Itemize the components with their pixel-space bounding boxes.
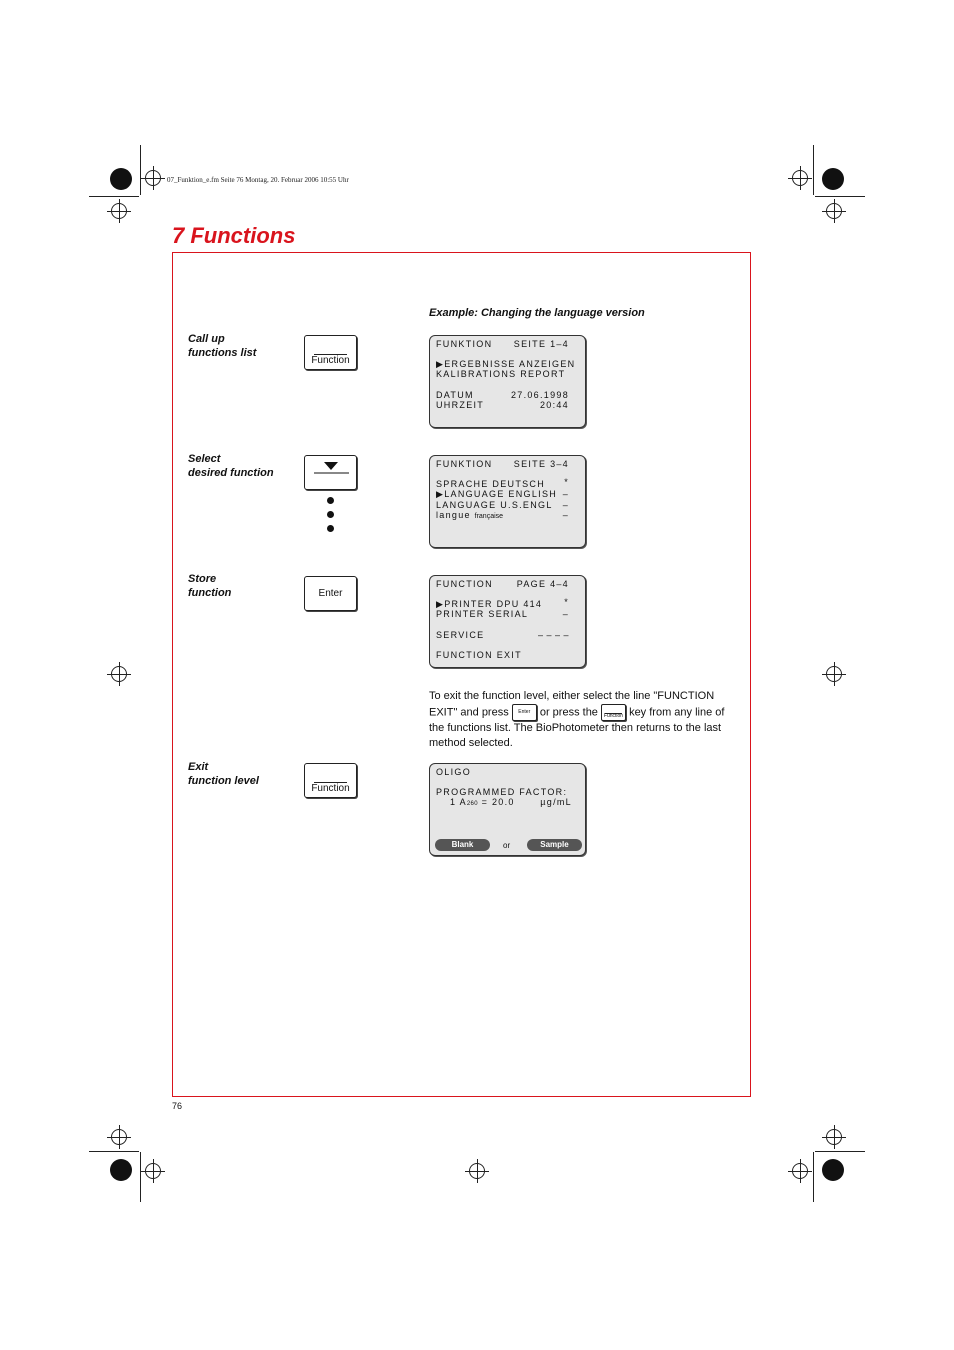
display-screen-funktion-1 (429, 335, 586, 428)
screen-marker: – (562, 500, 569, 510)
screen-title: OLIGO (436, 767, 472, 777)
crosshair-icon (111, 203, 127, 219)
step-label-line: function (188, 587, 232, 599)
blank-softkey: Blank (435, 839, 490, 851)
step-label-line: Store (188, 573, 217, 585)
crosshair-icon (826, 666, 842, 682)
key-label: Function (311, 783, 350, 794)
inline-key-label: Function (603, 713, 624, 719)
continuation-dot (327, 511, 334, 518)
screen-row: FUNCTION EXIT (436, 650, 522, 660)
step-label-line: Call up (188, 333, 225, 345)
crosshair-icon (792, 170, 808, 186)
screen-row: PRINTER SERIAL (436, 609, 529, 619)
crop-mark (140, 1152, 141, 1202)
screen-row: ▶ERGEBNISSE ANZEIGEN (436, 359, 576, 369)
screen-title: FUNCTION (436, 579, 493, 589)
crop-mark (813, 145, 814, 195)
function-key (304, 335, 357, 370)
example-title: Example: Changing the language version (429, 307, 645, 319)
key-label: Function (311, 355, 350, 366)
screen-marker: * (564, 477, 569, 487)
screen-page: SEITE 1–4 (513, 339, 569, 349)
screen-row: SPRACHE DEUTSCH (436, 479, 546, 489)
screen-page: SEITE 3–4 (513, 459, 569, 469)
screen-marker: – – – – (537, 630, 569, 640)
continuation-dot (327, 525, 334, 532)
chapter-title: 7 Functions (172, 223, 296, 248)
crosshair-icon (111, 666, 127, 682)
screen-row: DATUM (436, 390, 474, 400)
down-arrow-key (304, 455, 357, 490)
exit-instructions (429, 689, 731, 751)
crop-mark (813, 1152, 814, 1202)
crosshair-icon (145, 170, 161, 186)
screen-row-part: langue (436, 510, 475, 520)
screen-row: SERVICE (436, 630, 485, 640)
screen-row-part: = 20.0 (477, 797, 515, 807)
screen-marker: * (564, 597, 569, 607)
function-key (304, 763, 357, 798)
enter-key-inline (512, 704, 537, 721)
paragraph-text: key from any line of the functions list. The BioPhotometer then returns to the last method selected. (429, 706, 725, 749)
continuation-dot (327, 497, 334, 504)
screen-unit: µg/mL (540, 797, 572, 807)
screen-row: UHRZEIT (436, 400, 485, 410)
paragraph-text: To exit the function level, either select the line "FUNCTION EXIT" and press (429, 690, 715, 719)
screen-value: 20:44 (539, 400, 569, 410)
crop-mark (815, 196, 865, 197)
screen-marker: – (562, 510, 569, 520)
step-label-exit (188, 760, 259, 788)
crosshair-icon (792, 1163, 808, 1179)
registration-disc (110, 168, 132, 190)
screen-marker: – (562, 609, 569, 619)
crosshair-icon (469, 1163, 485, 1179)
screen-row-part: française (474, 513, 504, 520)
display-screen-oligo (429, 763, 586, 856)
sample-softkey: Sample (527, 839, 582, 851)
screen-page: PAGE 4–4 (516, 579, 569, 589)
screen-row: PROGRAMMED FACTOR: (436, 787, 568, 797)
step-label-store (188, 572, 231, 600)
screen-row: ▶LANGUAGE ENGLISH (436, 489, 558, 499)
crosshair-icon (145, 1163, 161, 1179)
crop-mark (89, 196, 139, 197)
screen-row (436, 510, 503, 520)
screen-row (450, 797, 515, 807)
inline-key-label: Enter (518, 709, 531, 715)
crosshair-icon (826, 1129, 842, 1145)
crop-mark (815, 1151, 865, 1152)
screen-row: LANGUAGE U.S.ENGL (436, 500, 553, 510)
screen-title: FUNKTION (436, 339, 493, 349)
screen-row: ▶PRINTER DPU 414 (436, 599, 543, 609)
page-number: 76 (172, 1101, 183, 1111)
crosshair-icon (111, 1129, 127, 1145)
paragraph-text: or press the (539, 706, 598, 719)
step-label-line: Exit (188, 761, 209, 773)
registration-disc (110, 1159, 132, 1181)
crop-mark (89, 1151, 139, 1152)
registration-disc (822, 1159, 844, 1181)
down-arrow-icon (305, 456, 358, 491)
screen-value: 27.06.1998 (510, 390, 569, 400)
screen-marker: – (562, 489, 569, 499)
screen-row-part: 1 A (450, 797, 467, 807)
crosshair-icon (826, 203, 842, 219)
step-label-line: Select (188, 453, 221, 465)
step-label-call-up (188, 332, 256, 360)
crop-mark (140, 145, 141, 195)
step-label-line: desired function (188, 467, 274, 479)
display-screen-funktion-3 (429, 455, 586, 548)
step-label-select (188, 452, 274, 480)
registration-disc (822, 168, 844, 190)
display-screen-function-4 (429, 575, 586, 668)
screen-row: KALIBRATIONS REPORT (436, 369, 566, 379)
key-label: Enter (318, 588, 343, 599)
file-header: 07_Funktion_e.fm Seite 76 Montag, 20. Februar 2006 10:55 Uhr (167, 176, 349, 184)
enter-key (304, 576, 357, 611)
step-label-line: function level (188, 775, 259, 787)
screen-title: FUNKTION (436, 459, 493, 469)
step-label-line: functions list (188, 347, 257, 359)
function-key-inline (601, 704, 626, 721)
softkey-separator: or (503, 841, 511, 850)
screen-subscript: 260 (466, 801, 478, 807)
